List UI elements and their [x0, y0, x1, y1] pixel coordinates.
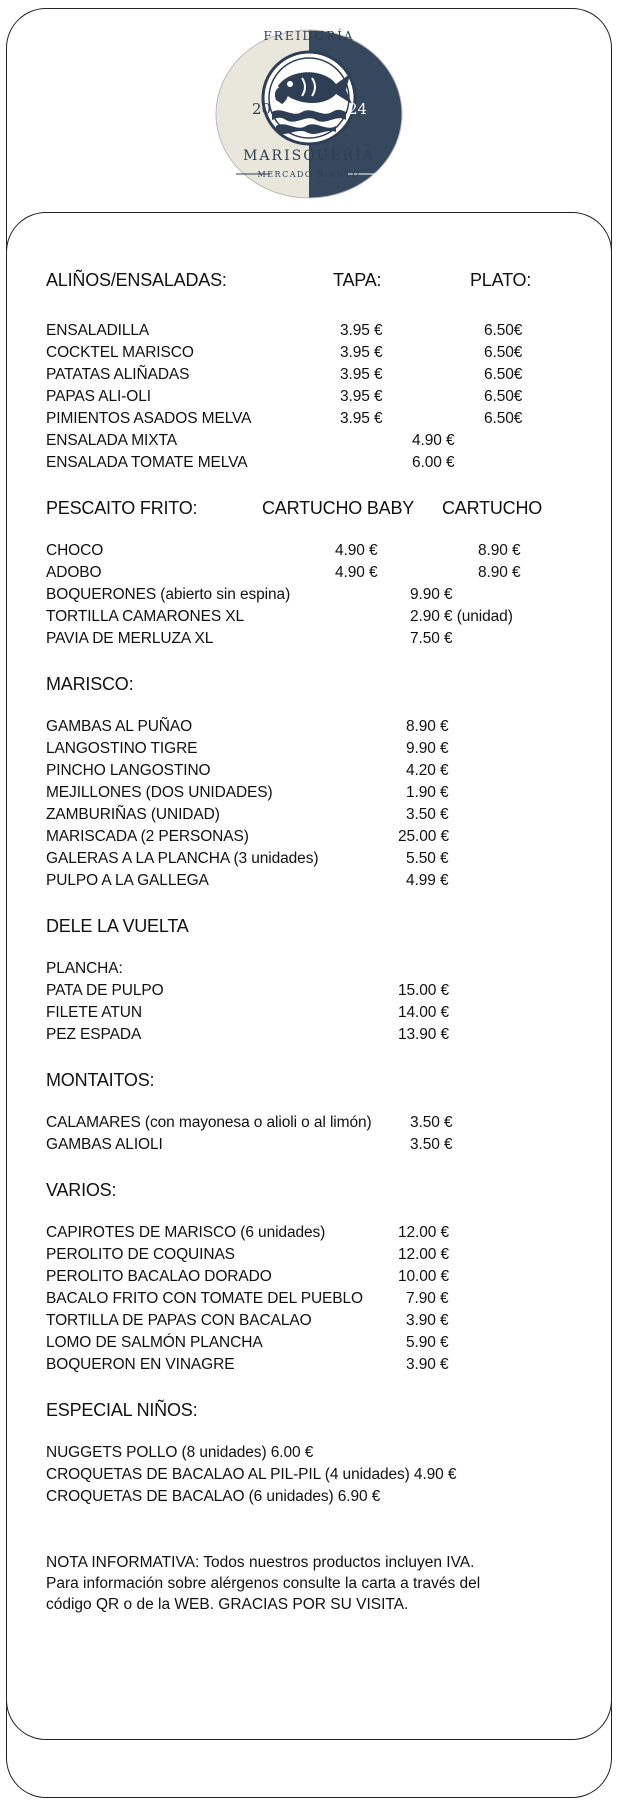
price: 3.90 €: [406, 1312, 449, 1329]
menu-item: GAMBAS AL PUÑAO: [46, 718, 193, 735]
section-title-marisco: MARISCO:: [46, 674, 134, 694]
price-tapa: 3.95 €: [340, 366, 383, 383]
menu-item: MARISCADA (2 PERSONAS): [46, 828, 249, 845]
price: 3.90 €: [406, 1356, 449, 1373]
menu-item: PIMIENTOS ASADOS MELVA: [46, 410, 252, 427]
section-title-dele-la-vuelta: DELE LA VUELTA: [46, 916, 189, 936]
price: 10.00 €: [398, 1268, 450, 1285]
section-title-pescaito: PESCAITO FRITO:: [46, 498, 198, 518]
menu-item: TORTILLA CAMARONES XL: [46, 608, 245, 625]
menu-item: CROQUETAS DE BACALAO (6 unidades) 6.90 €: [46, 1488, 381, 1505]
menu-item: LANGOSTINO TIGRE: [46, 740, 198, 757]
price-baby: 4.90 €: [335, 542, 378, 559]
menu-item: PULPO A LA GALLEGA: [46, 872, 209, 889]
menu-item: ENSALADA MIXTA: [46, 432, 177, 449]
menu-item: ENSALADILLA: [46, 322, 150, 339]
price: 3.50 €: [406, 806, 449, 823]
logo-top-text: FREIDURÍA: [263, 29, 355, 43]
menu-item: PAPAS ALI-OLI: [46, 388, 151, 405]
price: 9.90 €: [410, 586, 453, 603]
price-baby: 4.90 €: [335, 564, 378, 581]
note-line: código QR o de la WEB. GRACIAS POR SU VISITA.: [46, 1596, 409, 1613]
column-header-plato: PLATO:: [470, 270, 532, 290]
price: 4.99 €: [406, 872, 449, 889]
menu-item: COCKTEL MARISCO: [46, 344, 194, 361]
price: 12.00 €: [398, 1246, 450, 1263]
price: 5.50 €: [406, 850, 449, 867]
price: 7.50 €: [410, 630, 453, 647]
price-tapa: 3.95 €: [340, 410, 383, 427]
restaurant-logo: [214, 28, 404, 200]
price-plato: 6.50€: [484, 410, 523, 427]
price-plato: 6.50€: [484, 344, 523, 361]
section-title-varios: VARIOS:: [46, 1180, 117, 1200]
menu-item: ZAMBURIÑAS (UNIDAD): [46, 806, 220, 823]
price: 25.00 €: [398, 828, 450, 845]
menu-item: NUGGETS POLLO (8 unidades) 6.00 €: [46, 1444, 314, 1461]
logo-year-right: 24: [348, 100, 368, 118]
note-line: Para información sobre alérgenos consulte la carta a través del: [46, 1575, 481, 1592]
price-tapa: 3.95 €: [340, 322, 383, 339]
menu-item: BOQUERON EN VINAGRE: [46, 1356, 235, 1373]
price: 4.20 €: [406, 762, 449, 779]
price-plato: 6.50€: [484, 388, 523, 405]
section-title-montaitos: MONTAITOS:: [46, 1070, 155, 1090]
column-header-cartucho-baby: CARTUCHO BABY: [262, 498, 415, 518]
price: 1.90 €: [406, 784, 449, 801]
price: 8.90 €: [406, 718, 449, 735]
price: 4.90 €: [412, 432, 455, 449]
menu-item: CALAMARES (con mayonesa o alioli o al limón): [46, 1114, 372, 1131]
logo-name: MARISQUERÍA: [243, 148, 375, 164]
price: 5.90 €: [406, 1334, 449, 1351]
price: 12.00 €: [398, 1224, 450, 1241]
price: 9.90 €: [406, 740, 449, 757]
menu-item: FILETE ATUN: [46, 1004, 142, 1021]
menu-item: MEJILLONES (DOS UNIDADES): [46, 784, 273, 801]
section-title-alinos: ALIÑOS/ENSALADAS:: [46, 270, 227, 290]
menu-item: CROQUETAS DE BACALAO AL PIL-PIL (4 unidades) 4.90 €: [46, 1466, 457, 1483]
logo-subname: MERCADO BIANCO: [257, 170, 361, 179]
price-cartucho: 8.90 €: [478, 542, 521, 559]
menu-item: PATA DE PULPO: [46, 982, 164, 999]
price: 15.00 €: [398, 982, 450, 999]
menu-item: GAMBAS ALIOLI: [46, 1136, 163, 1153]
logo-year-left: 20: [252, 100, 272, 118]
menu-item: CAPIROTES DE MARISCO (6 unidades): [46, 1224, 326, 1241]
section-title-especial-ninos: ESPECIAL NIÑOS:: [46, 1400, 198, 1420]
menu-item: ENSALADA TOMATE MELVA: [46, 454, 248, 471]
menu-item: PAVIA DE MERLUZA XL: [46, 630, 214, 647]
menu-item: PEROLITO DE COQUINAS: [46, 1246, 235, 1263]
menu-item: ADOBO: [46, 564, 102, 581]
price: 7.90 €: [406, 1290, 449, 1307]
column-header-tapa: TAPA:: [333, 270, 382, 290]
menu-item: PEZ ESPADA: [46, 1026, 142, 1043]
menu-item: GALERAS A LA PLANCHA (3 unidades): [46, 850, 319, 867]
column-header-cartucho: CARTUCHO: [442, 498, 543, 518]
price-plato: 6.50€: [484, 366, 523, 383]
price: 2.90 € (unidad): [410, 608, 513, 625]
menu-item: BACALO FRITO CON TOMATE DEL PUEBLO: [46, 1290, 364, 1307]
menu-item: PATATAS ALIÑADAS: [46, 366, 190, 383]
note-line: NOTA INFORMATIVA: Todos nuestros productos incluyen IVA.: [46, 1554, 475, 1571]
price-cartucho: 8.90 €: [478, 564, 521, 581]
informative-note: [46, 1552, 566, 1615]
menu-item: LOMO DE SALMÓN PLANCHA: [46, 1334, 263, 1351]
price-plato: 6.50€: [484, 322, 523, 339]
price-tapa: 3.95 €: [340, 344, 383, 361]
menu-item: TORTILLA DE PAPAS CON BACALAO: [46, 1312, 312, 1329]
menu-item: PINCHO LANGOSTINO: [46, 762, 211, 779]
menu-subheading: PLANCHA:: [46, 960, 123, 977]
price: 6.00 €: [412, 454, 455, 471]
price: 14.00 €: [398, 1004, 450, 1021]
price-tapa: 3.95 €: [340, 388, 383, 405]
price: 3.50 €: [410, 1114, 453, 1131]
menu-item: CHOCO: [46, 542, 104, 559]
price: 3.50 €: [410, 1136, 453, 1153]
price: 13.90 €: [398, 1026, 450, 1043]
menu-item: PEROLITO BACALAO DORADO: [46, 1268, 272, 1285]
menu-item: BOQUERONES (abierto sin espina): [46, 586, 291, 603]
